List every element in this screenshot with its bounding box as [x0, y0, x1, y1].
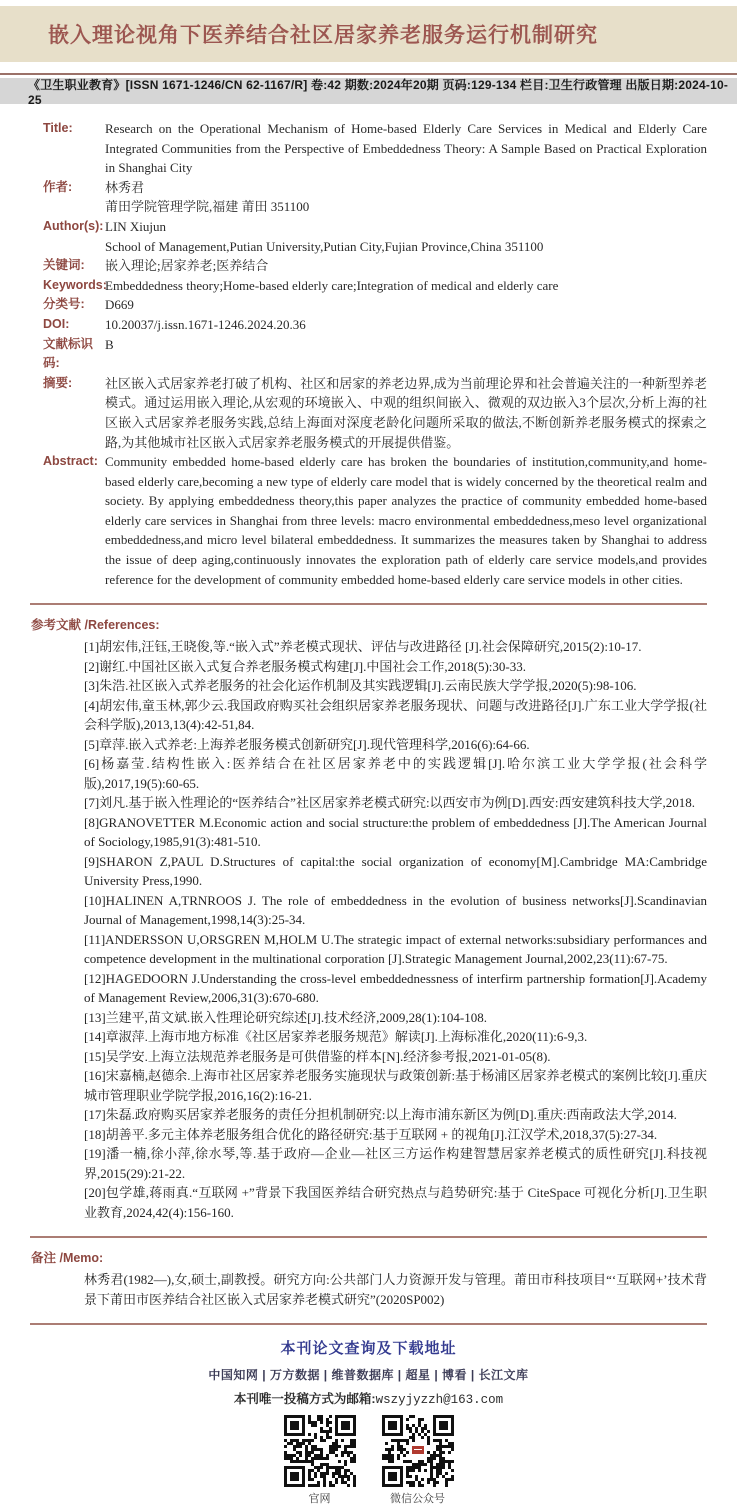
reference-item: [20]包学雄,蒋雨真.“互联网 +”背景下我国医养结合研究热点与趋势研究:基于 CiteSpace 可视化分析[J].卫生职业教育,2024,42(4):156-160.	[84, 1185, 707, 1220]
meta-row	[43, 119, 707, 178]
metadata-table	[0, 104, 737, 597]
meta-value	[105, 119, 707, 178]
meta-row	[43, 315, 707, 335]
qr-code-row	[0, 1415, 737, 1506]
reference-item: [5]章萍.嵌入式养老:上海养老服务模式创新研究[J].现代管理科学,2016(6):64-66.	[84, 736, 530, 752]
reference-item: [10]HALINEN A,TRNROOS J. The role of embeddedness in the evolution of business networks[J].Scandinavian Journal of Management,1998,14(3):25-34.	[84, 892, 707, 928]
meta-value-line: Research on the Operational Mechanism of Home-based Elderly Care Services in Medical and Elderly Care Integrated Communities from the Perspective of Embeddedness Theory: A Sample Based on Practical Exploration in Shanghai City	[105, 121, 707, 176]
paper-header	[0, 6, 737, 62]
references-list	[84, 637, 707, 1222]
meta-label: 关键词:	[43, 258, 85, 273]
meta-label: 分类号:	[43, 297, 85, 312]
memo-section	[0, 1238, 737, 1317]
reference-item: [8]GRANOVETTER M.Economic action and social structure:the problem of embeddedness [J].The American Journal of Sociology,1985,91(3):481-510.	[84, 814, 707, 850]
reference-item: [3]朱浩.社区嵌入式养老服务的社会化运作机制及其实践逻辑[J].云南民族大学学报,2020(5):98-106.	[84, 678, 637, 694]
meta-label: DOI:	[43, 316, 70, 331]
qr-code	[382, 1415, 454, 1506]
reference-item: [14]章淑萍.上海市地方标准《社区居家养老服务规范》解读[J].上海标准化,2020(11):6-9,3.	[84, 1029, 588, 1045]
reference-item: [19]潘一楠,徐小萍,徐水琴,等.基于政府—企业—社区三方运作构建智慧居家养老模式的质性研究[J].科技视界,2015(29):21-22.	[84, 1146, 707, 1181]
submission-email-prefix: 本刊唯一投稿方式为邮箱:	[233, 1392, 376, 1407]
reference-item: [12]HAGEDOORN J.Understanding the cross-level embeddednessness of interfirm partnership formation[J].Academy of Management Review,2006,31(3):670-680.	[84, 970, 707, 1006]
meta-value	[105, 315, 707, 335]
meta-label: Title:	[43, 121, 73, 135]
meta-row	[43, 256, 707, 276]
meta-value-line: 莆田学院管理学院,福建 莆田 351100	[105, 199, 310, 215]
database-list: 中国知网 | 万方数据 | 维普数据库 | 超星 | 博看 | 长江文库	[208, 1368, 529, 1383]
reference-item: [4]胡宏伟,童玉林,郭少云.我国政府购买社会组织居家养老服务现状、问题与改进路径[J].广东工业大学学报(社会科学版),2013,13(4):42-51,84.	[84, 697, 707, 733]
paper-title: 嵌入理论视角下医养结合社区居家养老服务运行机制研究	[48, 24, 598, 47]
references-section	[0, 605, 737, 1230]
reference-item: [6]杨嘉莹.结构性嵌入:医养结合在社区居家养老中的实践逻辑[J].哈尔滨工业大学学报(社会科学版),2017,19(5):60-65.	[84, 756, 707, 791]
references-heading: 参考文献 /References:	[31, 618, 160, 633]
qr-code	[284, 1415, 356, 1506]
journal-info-bar	[0, 77, 737, 107]
meta-value-line: B	[105, 336, 114, 352]
footer-title: 本刊论文查询及下载地址	[280, 1340, 457, 1358]
meta-value	[105, 452, 707, 589]
submission-email-address: wszyjyzzh@163.com	[375, 1393, 504, 1408]
qr-caption: 微信公众号	[390, 1493, 445, 1506]
meta-value	[105, 256, 707, 276]
meta-row	[43, 178, 707, 217]
meta-row	[43, 452, 707, 589]
reference-item: [17]朱磊.政府购买居家养老服务的责任分担机制研究:以上海市浦东新区为例[D].重庆:西南政法大学,2014.	[84, 1107, 677, 1123]
meta-value	[105, 178, 707, 217]
meta-value-line: Embeddedness theory;Home-based elderly care;Integration of medical and elderly care	[105, 277, 559, 293]
meta-label: Keywords:	[43, 277, 107, 292]
qr-caption: 官网	[308, 1493, 331, 1506]
meta-value-line: LIN Xiujun	[105, 218, 167, 234]
website-qr-icon	[284, 1415, 356, 1487]
meta-row	[43, 374, 707, 452]
reference-item: [15]吴学安.上海立法规范养老服务是可供借鉴的样本[N].经济参考报,2021-01-05(8).	[84, 1048, 551, 1064]
meta-label: 摘要:	[43, 375, 73, 390]
meta-label: 作者:	[43, 179, 73, 194]
journal-info-text: 《卫生职业教育》[ISSN 1671-1246/CN 62-1167/R] 卷:42 期数:2024年20期 页码:129-134 栏目:卫生行政管理 出版日期:2024-10-25	[28, 77, 729, 107]
meta-value	[105, 335, 707, 355]
reference-item: [11]ANDERSSON U,ORSGREN M,HOLM U.The strategic impact of external networks:subsidiary performances and competence development in the multinational corporation [J].Strategic Management Journal,2002,23(11):67-75.	[84, 931, 707, 967]
meta-value-line: Community embedded home-based elderly care has broken the boundaries of institution,community,and home-based elderly care,becoming a new type of elderly care model that is widely concerned by the theoretical realm and society. By applying embeddedness theory,this paper analyzes the practice of community embedded home-based elderly care services in Shanghai from three levels: macro environmental embeddedness,meso level organizational embeddedness,and micro level bilateral embeddedness. It summarizes the measures taken by Shanghai to address the issue of deep aging,continuously innovates the exploration path of elderly care service models,and provides reference for the development of community embedded home-based elderly care service models in other cities.	[105, 454, 707, 587]
meta-label: 文献标识码:	[43, 336, 94, 371]
meta-value-line: 社区嵌入式居家养老打破了机构、社区和居家的养老边界,成为当前理论界和社会普遍关注的一种新型养老模式。通过运用嵌入理论,从宏观的环境嵌入、中观的组织间嵌入、微观的双边嵌入3个层次,分析上海的社区嵌入式居家养老服务实践,总结上海面对深度老龄化问题所采取的做法,不断创新养老服务模式的探索之路,为其他城市社区嵌入式居家养老服务模式的开展提供借鉴。	[105, 375, 707, 450]
meta-label: Abstract:	[43, 454, 98, 469]
meta-value-line: D669	[105, 297, 134, 313]
reference-item: [7]刘凡.基于嵌入性理论的“医养结合”社区居家养老模式研究:以西安市为例[D].西安:西安建筑科技大学,2018.	[84, 795, 695, 811]
meta-value-line: 10.20037/j.issn.1671-1246.2024.20.36	[105, 316, 306, 332]
meta-value-line: 林秀君	[105, 179, 145, 195]
reference-item: [9]SHARON Z,PAUL D.Structures of capital:the social organization of economy[M].Cambridge MA:Cambridge University Press,1990.	[84, 853, 707, 889]
reference-item: [18]胡善平.多元主体养老服务组合优化的路径研究:基于互联网 + 的视角[J].江汉学术,2018,37(5):27-34.	[84, 1126, 658, 1142]
memo-text: 林秀君(1982—),女,硕士,副教授。研究方向:公共部门人力资源开发与管理。莆田市科技项目“‘互联网+’技术背景下莆田市医养结合社区嵌入式居家养老模式研究”(2020SP002)	[84, 1272, 707, 1307]
submission-email-line	[0, 1389, 737, 1407]
reference-item: [16]宋嘉楠,赵德余.上海市社区居家养老服务实施现状与政策创新:基于杨浦区居家养老模式的案例比较[J].重庆城市管理职业学院学报,2016,16(2):16-21.	[84, 1068, 707, 1103]
meta-value-line: 嵌入理论;居家养老;医养结合	[105, 258, 269, 274]
reference-item: [2]谢红.中国社区嵌入式复合养老服务模式构建[J].中国社会工作,2018(5):30-33.	[84, 658, 526, 674]
meta-row	[43, 217, 707, 256]
meta-value	[105, 276, 707, 296]
meta-value	[105, 217, 707, 256]
meta-value	[105, 295, 707, 315]
download-footer	[0, 1325, 737, 1506]
reference-item: [1]胡宏伟,汪钰,王晓俊,等.“嵌入式”养老模式现状、评估与改进路径 [J].社会保障研究,2015(2):10-17.	[84, 639, 642, 655]
wechat-qr-icon	[382, 1415, 454, 1487]
memo-heading: 备注 /Memo:	[31, 1251, 104, 1266]
meta-row	[43, 335, 707, 374]
meta-value	[105, 374, 707, 452]
meta-value-line: School of Management,Putian University,Putian City,Fujian Province,China 351100	[105, 238, 544, 254]
meta-row	[43, 276, 707, 296]
meta-label: Author(s):	[43, 218, 104, 233]
meta-row	[43, 295, 707, 315]
reference-item: [13]兰建平,苗文斌.嵌入性理论研究综述[J].技术经济,2009,28(1):104-108.	[84, 1009, 487, 1025]
